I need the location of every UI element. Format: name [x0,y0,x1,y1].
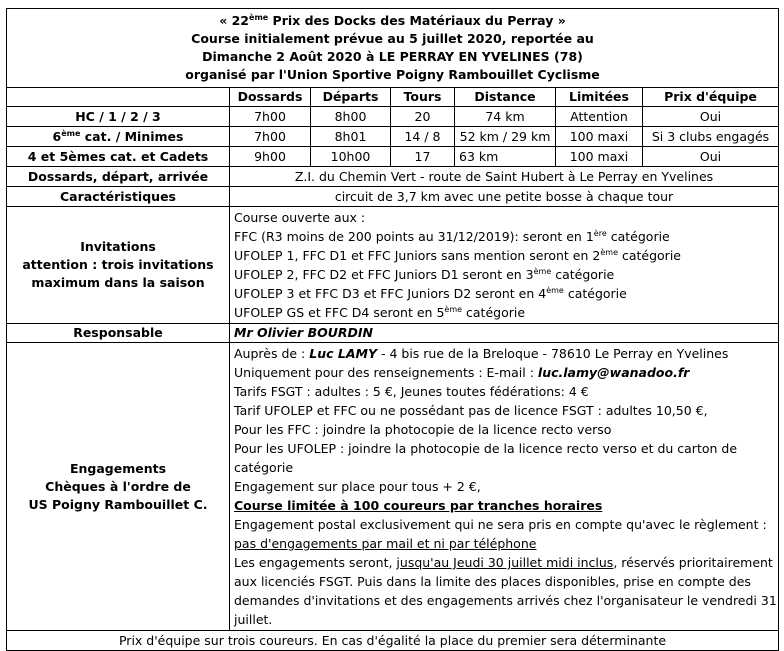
category-row [7,127,779,147]
engagements-line: Engagement sur place pour tous + 2 €, [234,479,481,494]
category-limitees: Attention [556,107,643,127]
engagements-line: Tarifs FSGT : adultes : 5 €, Jeunes toutes fédérations: 4 € [234,384,589,399]
invitations-line: UFOLEP 3 et FFC D3 et FFC Juniors D2 seront en 4ème catégorie [234,285,627,301]
category-departs: 8h00 [311,107,391,127]
category-label: 4 et 5èmes cat. et Cadets [7,147,230,167]
category-label: 6ème cat. / Minimes [7,127,230,147]
category-prix: Oui [643,107,779,127]
category-limitees: 100 maxi [556,127,643,147]
category-tours: 20 [391,107,455,127]
engagements-line: juillet. [234,612,273,627]
category-row [7,107,779,127]
category-distance: 52 km / 29 km [455,127,556,147]
title-line-1: « 22ème Prix des Docks des Matériaux du Perray » [219,12,566,28]
title-cell [7,9,779,88]
engagements-row [7,343,779,631]
category-departs: 10h00 [311,147,391,167]
header-limitees: Limitées [556,88,643,107]
engagements-line: Course limitée à 100 coureurs par tranches horaires [234,498,603,513]
category-departs: 8h01 [311,127,391,147]
header-departs: Départs [311,88,391,107]
engagements-line: catégorie [234,460,294,475]
category-prix: Si 3 clubs engagés [643,127,779,147]
header-tours: Tours [391,88,455,107]
category-dossards: 7h00 [230,107,311,127]
engagements-content [230,343,779,631]
title-row [7,9,779,88]
engagements-line: Tarif UFOLEP et FFC ou ne possédant pas de licence FSGT : adultes 10,50 €, [234,403,708,418]
invitations-content [230,207,779,324]
engagements-line: Uniquement pour des renseignements : E-mail : luc.lamy@wanadoo.fr [234,365,690,380]
caracteristiques-label: Caractéristiques [7,187,230,207]
category-dossards: 9h00 [230,147,311,167]
header-prix: Prix d'équipe [643,88,779,107]
dossards-value: Z.I. du Chemin Vert - route de Saint Hubert à Le Perray en Yvelines [230,167,779,187]
invitations-line: UFOLEP 2, FFC D2 et FFC Juniors D1 seront en 3ème catégorie [234,266,615,282]
category-row [7,147,779,167]
engagements-line: demandes d'invitations et des engagements arrivés chez l'organisateur le vendredi 31 [234,593,777,608]
header-dossards: Dossards [230,88,311,107]
footer-note: Prix d'équipe sur trois coureurs. En cas d'égalité la place du premier sera déterminante [7,631,779,651]
engagements-line: Pour les UFOLEP : joindre la photocopie de la licence recto verso et du carton de [234,441,738,456]
category-distance: 74 km [455,107,556,127]
invitations-row [7,207,779,324]
category-distance: 63 km [455,147,556,167]
responsable-value: Mr Olivier BOURDIN [230,324,779,343]
caracteristiques-value: circuit de 3,7 km avec une petite bosse à chaque tour [230,187,779,207]
engagements-line: Auprès de : Luc LAMY - 4 bis rue de la Breloque - 78610 Le Perray en Yvelines [234,346,729,361]
responsable-row [7,324,779,343]
engagements-label: Engagements Chèques à l'ordre de US Poigny Rambouillet C. [7,343,230,631]
category-limitees: 100 maxi [556,147,643,167]
category-tours: 17 [391,147,455,167]
header-row [7,88,779,107]
engagements-line: Engagement postal exclusivement qui ne sera pris en compte qu'avec le règlement : [234,517,767,532]
title-line-4: organisé par l'Union Sportive Poigny Rambouillet Cyclisme [185,67,600,82]
engagements-line: pas d'engagements par mail et ni par téléphone [234,536,537,551]
invitations-line: FFC (R3 moins de 200 points au 31/12/2019): seront en 1ère catégorie [234,228,670,244]
race-info-table [6,8,779,651]
invitations-label: Invitations attention : trois invitations maximum dans la saison [7,207,230,324]
title-line-2: Course initialement prévue au 5 juillet 2020, reportée au [191,31,594,46]
title-line-3: Dimanche 2 Août 2020 à LE PERRAY EN YVELINES (78) [202,49,583,64]
engagements-line: Les engagements seront, jusqu'au Jeudi 30 juillet midi inclus, réservés prioritairement [234,555,773,570]
dossards-row [7,167,779,187]
header-distance: Distance [455,88,556,107]
responsable-label: Responsable [7,324,230,343]
invitations-line: Course ouverte aux : [234,210,366,225]
invitations-line: UFOLEP GS et FFC D4 seront en 5ème catégorie [234,304,526,320]
category-tours: 14 / 8 [391,127,455,147]
engagements-line: Pour les FFC : joindre la photocopie de la licence recto verso [234,422,612,437]
category-dossards: 7h00 [230,127,311,147]
category-prix: Oui [643,147,779,167]
invitations-line: UFOLEP 1, FFC D1 et FFC Juniors sans mention seront en 2ème catégorie [234,247,681,263]
footer-row [7,631,779,651]
header-empty [7,88,230,107]
category-label: HC / 1 / 2 / 3 [7,107,230,127]
caracteristiques-row [7,187,779,207]
engagements-line: aux licenciés FSGT. Puis dans la limite des places disponibles, prise en compte des [234,574,751,589]
dossards-label: Dossards, départ, arrivée [7,167,230,187]
